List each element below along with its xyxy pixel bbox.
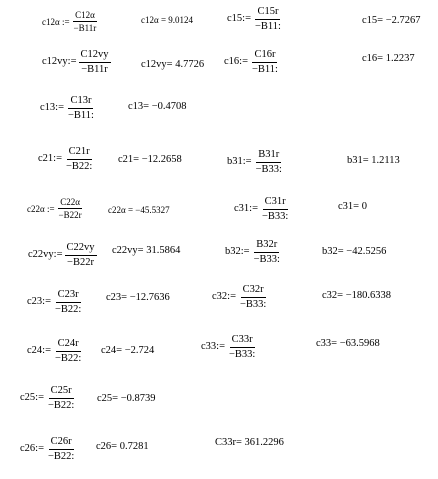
- fraction: [72, 11, 99, 33]
- denominator: −B33:: [253, 253, 280, 265]
- def-c12vy: [42, 50, 111, 75]
- denominator: −B11:: [252, 63, 278, 75]
- val-C33r: C33r= 361.2296: [215, 437, 284, 448]
- numerator: C24r: [56, 339, 81, 352]
- numerator: C12α: [75, 10, 95, 20]
- lhs-label: b31:=: [227, 156, 252, 168]
- numerator: C22vy: [65, 243, 97, 256]
- def-c23: [27, 290, 83, 315]
- denominator: −B22r: [58, 210, 82, 220]
- lhs-label: c32:=: [212, 291, 236, 303]
- lhs-label: c21:=: [38, 153, 62, 165]
- def-c25: [20, 386, 76, 411]
- def-c24: [27, 339, 83, 364]
- val-c32: c32= −180.6338: [322, 290, 392, 301]
- numerator: B31r: [256, 150, 281, 163]
- numerator: C16r: [252, 50, 277, 63]
- def-c15: [227, 7, 283, 32]
- lhs-label: c22vy:=: [28, 249, 63, 261]
- val-c33: c33= −63.5968: [316, 338, 380, 349]
- val-c22alpha: c22α = −45.5327: [108, 205, 170, 215]
- fraction: [65, 243, 97, 268]
- def-c13: [40, 96, 96, 121]
- lhs-label: c22α :=: [27, 203, 55, 214]
- numerator: C15r: [255, 7, 280, 20]
- fraction: [252, 240, 282, 265]
- numerator: B32r: [254, 240, 279, 253]
- def-c22alpha: [27, 198, 84, 220]
- lhs-label: c25:=: [20, 392, 44, 404]
- denominator: −B22:: [48, 399, 75, 411]
- fraction: [254, 150, 284, 175]
- lhs-label: c12vy:=: [42, 56, 77, 68]
- denominator: −B11r: [81, 63, 108, 75]
- val-c13: c13= −0.4708: [128, 101, 187, 112]
- denominator: −B33:: [262, 210, 289, 222]
- fraction: [46, 437, 76, 462]
- val-c24: c24= −2.724: [101, 345, 155, 356]
- numerator: C25r: [49, 386, 74, 399]
- lhs-label: c16:=: [224, 56, 248, 68]
- lhs-label: c33:=: [201, 341, 225, 353]
- val-c25: c25= −0.8739: [97, 393, 156, 404]
- denominator: −B11:: [68, 109, 94, 121]
- denominator: −B33:: [255, 163, 282, 175]
- numerator: C21r: [67, 147, 92, 160]
- fraction: [46, 386, 76, 411]
- denominator: −B22:: [48, 450, 75, 462]
- val-c22vy: c22vy= 31.5864: [112, 245, 181, 256]
- fraction: [238, 285, 268, 310]
- val-c21: c21= −12.2658: [118, 154, 182, 165]
- fraction: [260, 197, 290, 222]
- val-b31: b31= 1.2113: [347, 155, 400, 166]
- denominator: −B33:: [229, 348, 256, 360]
- def-c31: [234, 197, 290, 222]
- lhs-label: c23:=: [27, 296, 51, 308]
- denominator: −B22r: [67, 256, 94, 268]
- def-b31: [227, 150, 284, 175]
- numerator: C32r: [241, 285, 266, 298]
- val-c12vy: c12vy= 4.7726: [141, 59, 205, 70]
- lhs-label: b32:=: [225, 246, 250, 258]
- lhs-label: c13:=: [40, 102, 64, 114]
- lhs-label: c24:=: [27, 345, 51, 357]
- val-b32: b32= −42.5256: [322, 246, 387, 257]
- lhs-label: c12α :=: [42, 16, 70, 27]
- lhs-label: c15:=: [227, 13, 251, 25]
- def-c26: [20, 437, 76, 462]
- denominator: −B33:: [240, 298, 267, 310]
- def-c32: [212, 285, 268, 310]
- denominator: −B11r: [73, 23, 97, 33]
- numerator: C13r: [68, 96, 93, 109]
- fraction: [253, 7, 283, 32]
- def-c12alpha: [42, 11, 98, 33]
- fraction: [64, 147, 94, 172]
- val-c23: c23= −12.7636: [106, 292, 170, 303]
- def-c21: [38, 147, 94, 172]
- denominator: −B11:: [255, 20, 281, 32]
- def-c16: [224, 50, 280, 75]
- numerator: C33r: [230, 335, 255, 348]
- fraction: [53, 339, 83, 364]
- fraction: [79, 50, 111, 75]
- val-c26: c26= 0.7281: [96, 441, 149, 452]
- denominator: −B22:: [55, 303, 82, 315]
- val-c15: c15= −2.7267: [362, 15, 421, 26]
- val-c16: c16= 1.2237: [362, 53, 415, 64]
- val-c31: c31= 0: [338, 201, 367, 212]
- lhs-label: c26:=: [20, 443, 44, 455]
- fraction: [250, 50, 280, 75]
- numerator: C26r: [49, 437, 74, 450]
- numerator: C12vy: [79, 50, 111, 63]
- def-c33: [201, 335, 257, 360]
- lhs-label: c31:=: [234, 203, 258, 215]
- fraction: [227, 335, 257, 360]
- fraction: [66, 96, 96, 121]
- fraction: [57, 198, 84, 220]
- denominator: −B22:: [55, 352, 82, 364]
- fraction: [53, 290, 83, 315]
- def-c22vy: [28, 243, 97, 268]
- denominator: −B22:: [66, 160, 93, 172]
- def-b32: [225, 240, 282, 265]
- numerator: C23r: [56, 290, 81, 303]
- val-c12alpha: c12α = 9.0124: [141, 15, 194, 25]
- numerator: C31r: [263, 197, 288, 210]
- numerator: C22α: [60, 197, 80, 207]
